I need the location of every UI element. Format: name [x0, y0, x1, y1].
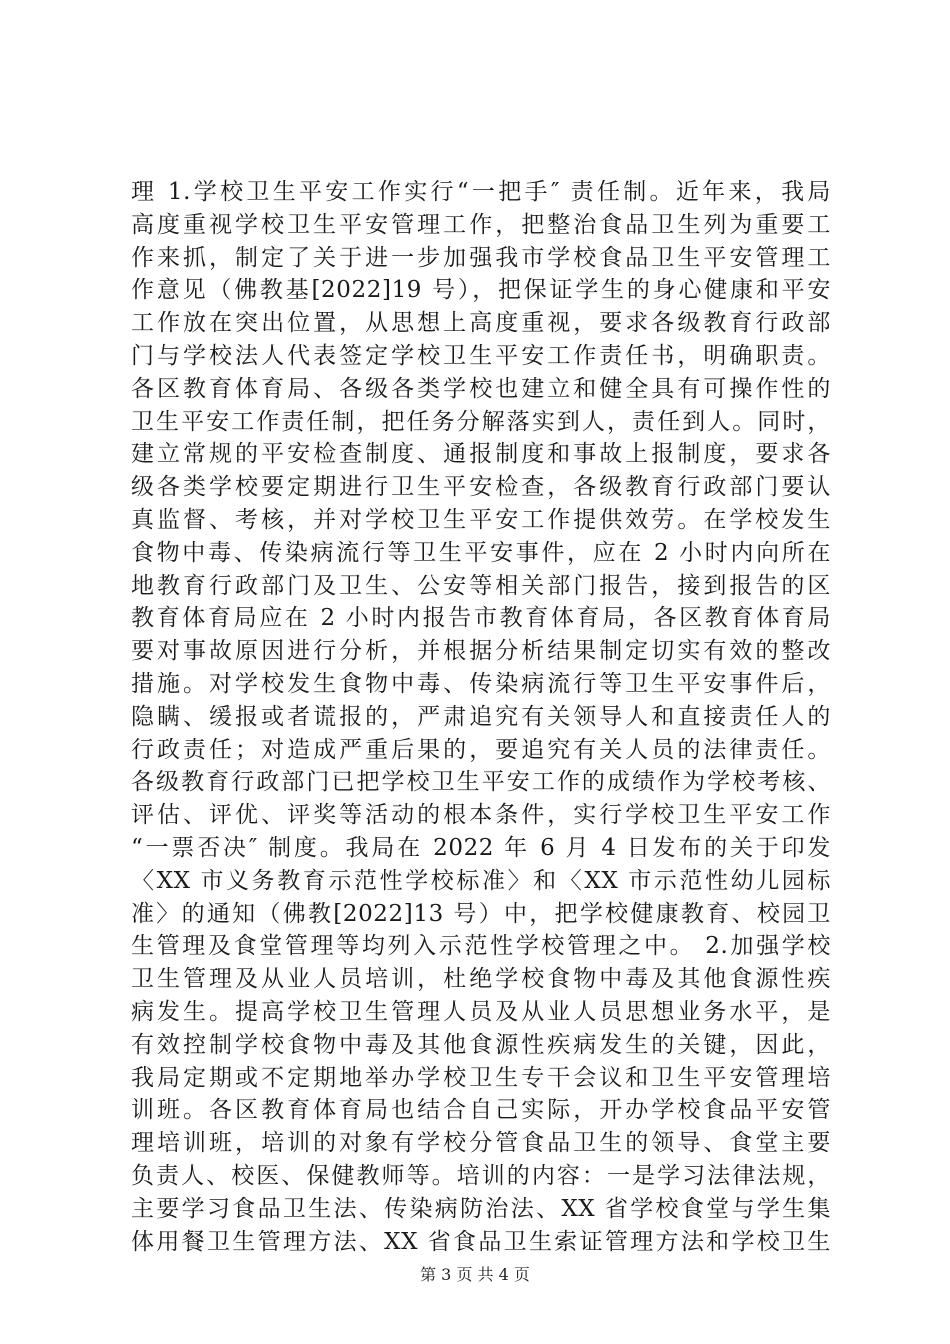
text-line: 要对事故原因进行分析，并根据分析结果制定切实有效的整改	[131, 638, 831, 665]
text-line: 〈XX 市义务教育示范性学校标准〉和〈XX 市示范性幼儿园标	[131, 867, 831, 894]
text-line: 措施。对学校发生食物中毒、传染病流行等卫生平安事件后，	[131, 670, 831, 697]
text-line: 病发生。提高学校卫生管理人员及从业人员思想业务水平，是	[131, 998, 831, 1025]
text-line: 体用餐卫生管理方法、XX 省食品卫生索证管理方法和学校卫生	[131, 1228, 831, 1255]
text-line: 理 1.学校卫生平安工作实行“一把手″ 责任制。近年来，我局	[131, 179, 831, 205]
text-line: 负责人、校医、保健教师等。培训的内容：一是学习法律法规，	[131, 1162, 831, 1189]
text-line: 门与学校法人代表签定学校卫生平安工作责任书，明确职责。	[131, 342, 831, 369]
text-line: 生管理及食堂管理等均列入示范性学校管理之中。 2.加强学校	[131, 933, 831, 960]
text-line: 训班。各区教育体育局也结合自己实际，开办学校食品平安管	[131, 1097, 831, 1124]
text-line: 准〉的通知（佛教[2022]13 号）中，把学校健康教育、校园卫	[131, 900, 831, 927]
text-line: 主要学习食品卫生法、传染病防治法、XX 省学校食堂与学生集	[131, 1195, 831, 1222]
text-line: 作意见（佛教基[2022]19 号），把保证学生的身心健康和平安	[131, 277, 831, 304]
text-line: 作来抓，制定了关于进一步加强我市学校食品卫生平安管理工	[131, 244, 831, 271]
text-line: 行政责任；对造成严重后果的，要追究有关人员的法律责任。	[131, 736, 831, 763]
text-line: 隐瞒、缓报或者谎报的，严肃追究有关领导人和直接责任人的	[131, 703, 831, 730]
text-line: 卫生平安工作责任制，把任务分解落实到人，责任到人。同时，	[131, 408, 831, 435]
text-line: 卫生管理及从业人员培训，杜绝学校食物中毒及其他食源性疾	[131, 966, 831, 993]
page-footer: 第 3 页 共 4 页	[420, 1265, 530, 1284]
text-line: 各区教育体育局、各级各类学校也建立和健全具有可操作性的	[131, 375, 831, 402]
text-line: 建立常规的平安检查制度、通报制度和事故上报制度，要求各	[131, 441, 831, 468]
text-line: 真监督、考核，并对学校卫生平安工作提供效劳。在学校发生	[131, 506, 831, 533]
text-line: 评估、评优、评奖等活动的根本条件，实行学校卫生平安工作	[131, 802, 831, 829]
text-line: 各级教育行政部门已把学校卫生平安工作的成绩作为学校考核、	[131, 769, 831, 796]
text-line: 食物中毒、传染病流行等卫生平安事件，应在 2 小时内向所在	[131, 539, 831, 566]
text-line: 教育体育局应在 2 小时内报告市教育体育局，各区教育体育局	[131, 605, 831, 632]
text-line: 地教育行政部门及卫生、公安等相关部门报告，接到报告的区	[131, 572, 831, 599]
body-text	[131, 176, 831, 1258]
text-line: “一票否决″ 制度。我局在 2022 年 6 月 4 日发布的关于印发	[131, 834, 831, 861]
text-line: 级各类学校要定期进行卫生平安检查，各级教育行政部门要认	[131, 474, 831, 501]
text-line: 我局定期或不定期地举办学校卫生专干会议和卫生平安管理培	[131, 1064, 831, 1091]
text-line: 有效控制学校食物中毒及其他食源性疾病发生的关键，因此，	[131, 1031, 831, 1058]
text-line: 工作放在突出位置，从思想上高度重视，要求各级教育行政部	[131, 310, 831, 337]
text-line: 高度重视学校卫生平安管理工作，把整治食品卫生列为重要工	[131, 211, 831, 238]
text-line: 理培训班，培训的对象有学校分管食品卫生的领导、食堂主要	[131, 1130, 831, 1157]
